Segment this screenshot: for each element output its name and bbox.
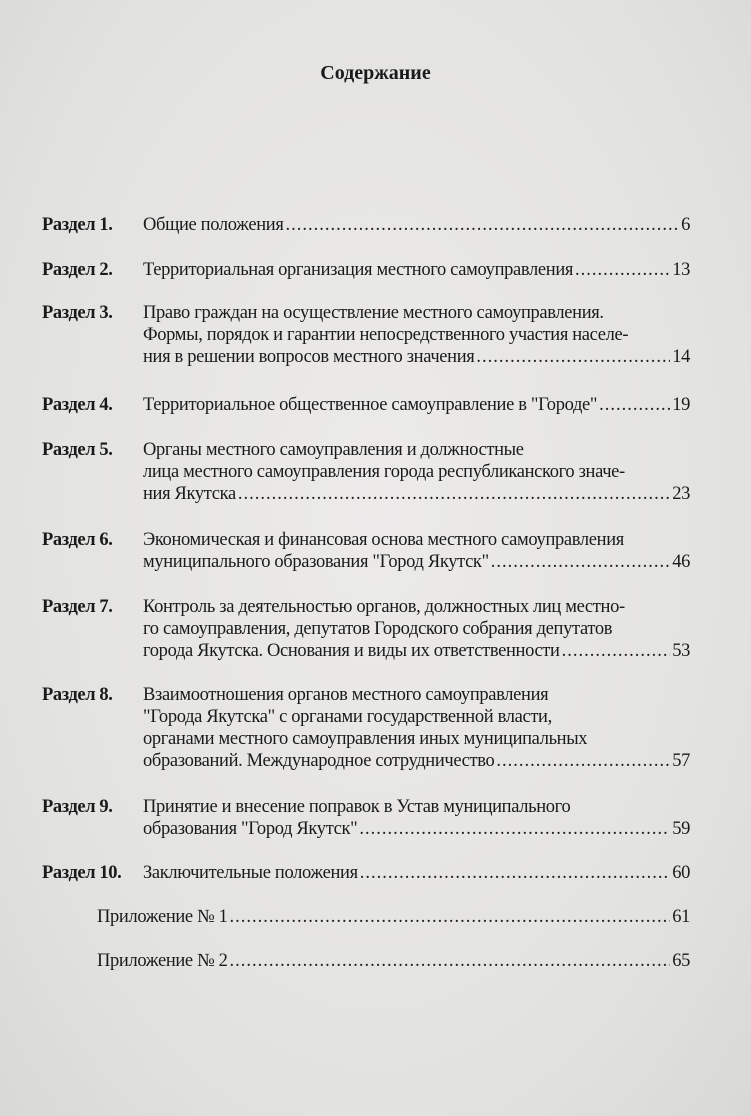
section-title-line: Взаимоотношения органов местного самоуправления xyxy=(143,685,549,705)
page-number: 6 xyxy=(681,215,690,235)
section-title-last-line xyxy=(143,640,690,662)
page-number: 53 xyxy=(672,641,690,661)
appendix-entry xyxy=(97,906,690,928)
section-title-line: Органы местного самоуправления и должностные xyxy=(143,440,524,460)
section-title-text: муниципального образования "Город Якутск" xyxy=(143,552,489,572)
appendix-label: Приложение № 1 xyxy=(97,907,228,927)
page-number: 13 xyxy=(672,260,690,280)
section-title-line: "Города Якутска" с органами государственной власти, xyxy=(143,707,552,727)
section-title-line: Право граждан на осуществление местного самоуправления. xyxy=(143,303,604,323)
page-number: 65 xyxy=(672,951,690,971)
page-number: 23 xyxy=(672,484,690,504)
dot-leader xyxy=(230,950,671,972)
section-title-line: лица местного самоуправления города республиканского значе- xyxy=(143,462,625,482)
section-title-last-line xyxy=(143,483,690,505)
dot-leader xyxy=(359,818,670,840)
section-label: Раздел 9. xyxy=(42,797,113,817)
dot-leader xyxy=(496,750,670,772)
dot-leader xyxy=(491,551,670,573)
section-title-line: органами местного самоуправления иных муниципальных xyxy=(143,729,588,749)
dot-leader xyxy=(238,483,670,505)
section-title-line: Экономическая и финансовая основа местного самоуправления xyxy=(143,530,624,550)
dot-leader xyxy=(476,346,670,368)
page-number: 61 xyxy=(672,907,690,927)
section-label: Раздел 1. xyxy=(42,215,113,235)
section-label: Раздел 3. xyxy=(42,303,113,323)
section-label: Раздел 10. xyxy=(42,863,122,883)
section-title-last-line xyxy=(143,750,690,772)
section-label: Раздел 6. xyxy=(42,530,113,550)
section-title-text: Общие положения xyxy=(143,215,284,235)
section-title-text: образования "Город Якутск" xyxy=(143,819,358,839)
section-title-text: Территориальная организация местного самоуправления xyxy=(143,260,574,280)
section-label: Раздел 5. xyxy=(42,440,113,460)
section-title-last-line xyxy=(143,551,690,573)
section-title-last-line xyxy=(143,259,690,281)
dot-leader xyxy=(562,640,671,662)
dot-leader xyxy=(575,259,670,281)
page-number: 60 xyxy=(672,863,690,883)
section-label: Раздел 4. xyxy=(42,395,113,415)
page-number: 14 xyxy=(672,347,690,367)
section-title-last-line xyxy=(143,214,690,236)
dot-leader xyxy=(286,214,680,236)
page-title: Содержание xyxy=(320,62,431,84)
section-title-line: го самоуправления, депутатов Городского собрания депутатов xyxy=(143,619,613,639)
section-label: Раздел 7. xyxy=(42,597,113,617)
section-title-last-line xyxy=(143,818,690,840)
dot-leader xyxy=(360,862,670,884)
section-title-text: ния Якутска xyxy=(143,484,236,504)
section-title-text: ния в решении вопросов местного значения xyxy=(143,347,475,367)
page-number: 59 xyxy=(672,819,690,839)
section-label: Раздел 8. xyxy=(42,685,113,705)
section-title-line: Формы, порядок и гарантии непосредственного участия населе- xyxy=(143,325,629,345)
section-title-last-line xyxy=(143,394,690,416)
section-title-text: образований. Международное сотрудничество xyxy=(143,751,495,771)
appendix-entry xyxy=(97,950,690,972)
section-title-last-line xyxy=(143,862,690,884)
section-label: Раздел 2. xyxy=(42,260,113,280)
section-title-line: Контроль за деятельностью органов, должностных лиц местно- xyxy=(143,597,625,617)
section-title-line: Принятие и внесение поправок в Устав муниципального xyxy=(143,797,571,817)
page-number: 57 xyxy=(672,751,690,771)
dot-leader xyxy=(230,906,671,928)
appendix-label: Приложение № 2 xyxy=(97,951,228,971)
section-title-text: города Якутска. Основания и виды их ответственности xyxy=(143,641,560,661)
section-title-text: Территориальное общественное самоуправление в "Городе" xyxy=(143,395,598,415)
section-title-text: Заключительные положения xyxy=(143,863,358,883)
section-title-last-line xyxy=(143,346,690,368)
dot-leader xyxy=(599,394,670,416)
page-number: 46 xyxy=(672,552,690,572)
page-number: 19 xyxy=(672,395,690,415)
